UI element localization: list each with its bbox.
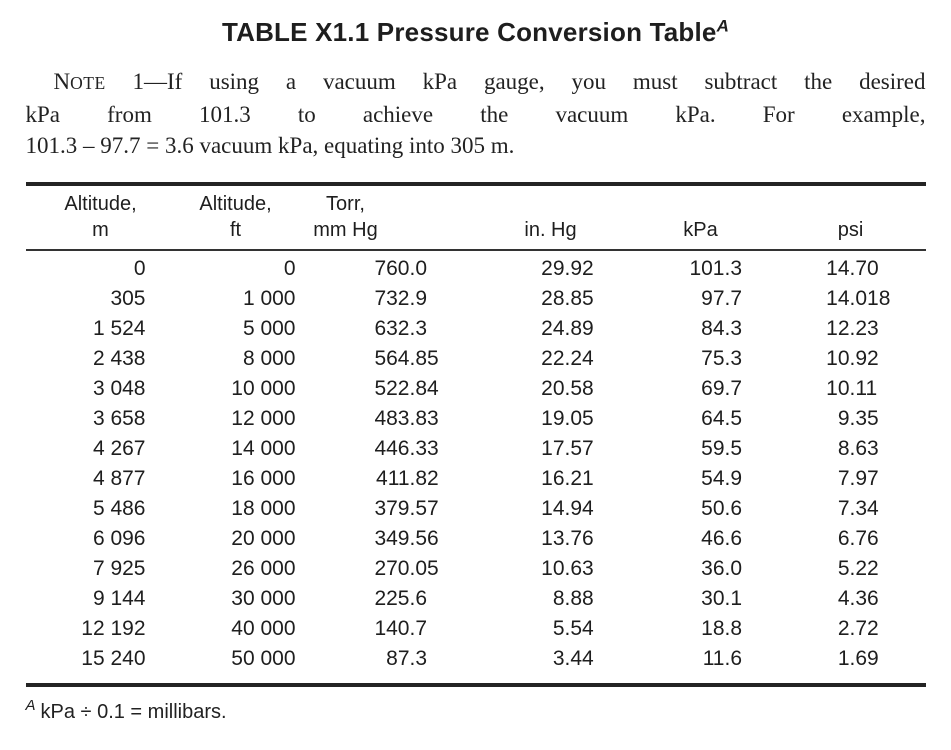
table-cell: 7 .97 — [837, 467, 879, 490]
header-altitude-ft-line2: ft — [229, 219, 242, 241]
table-cell: 1 000 — [242, 287, 296, 310]
table-cell: 22 .24 — [541, 347, 594, 370]
note-line-3: 101.3 – 97.7 = 3.6 vacuum kPa, equating into 305 m. — [25, 133, 515, 158]
table-cell: 270 .05 — [374, 557, 439, 580]
table-row — [26, 254, 926, 284]
note-label-initial: N — [53, 69, 71, 94]
table-cell: 12 192 — [81, 617, 146, 640]
header-in-hg-label: in. Hg — [524, 219, 577, 241]
table-cell: 14 .70 — [826, 257, 879, 280]
table-cell: 18 000 — [231, 497, 296, 520]
table-cell: 3 658 — [92, 407, 146, 430]
table-cell: 40 000 — [231, 617, 296, 640]
table-cell: 225 .6 — [374, 587, 428, 610]
table-cell: 483 .83 — [374, 407, 439, 430]
table-cell: 4 267 — [92, 437, 146, 460]
table-cell: 522 .84 — [374, 377, 439, 400]
table-cell: 36 .0 — [701, 557, 743, 580]
pressure-conversion-table — [26, 182, 926, 687]
table-cell: 11 .6 — [702, 647, 743, 670]
table-cell: 564 .85 — [374, 347, 439, 370]
table-row — [26, 524, 926, 554]
table-cell: 5 000 — [242, 317, 296, 340]
note-line-2: kPa from 101.3 to achieve the vacuum kPa. For example, — [25, 102, 926, 127]
table-cell: 17 .57 — [541, 437, 594, 460]
table-row — [26, 314, 926, 344]
table-cell: 20 .58 — [541, 377, 594, 400]
table-cell: 6 .76 — [837, 527, 879, 550]
table-cell: 97 .7 — [701, 287, 743, 310]
table-cell: 14 .018 — [826, 287, 891, 310]
table-cell: 28 .85 — [541, 287, 594, 310]
table-cell: 12 .23 — [826, 317, 879, 340]
footnote-marker: A — [25, 697, 36, 715]
table-row — [26, 434, 926, 464]
table-cell: 7 .34 — [837, 497, 879, 520]
title-footnote-reference: A — [716, 16, 730, 36]
table-row — [26, 554, 926, 584]
table-cell: 30 .1 — [701, 587, 743, 610]
table-cell: 46 .6 — [701, 527, 743, 550]
note-line-1-text: 1—If using a vacuum kPa gauge, you must subtract the desired — [105, 69, 926, 94]
table-header-row — [26, 186, 926, 251]
table-cell: 140 .7 — [374, 617, 428, 640]
header-altitude-m — [26, 191, 176, 243]
table-cell: 0 — [133, 257, 146, 280]
table-cell: 446 .33 — [374, 437, 439, 460]
table-cell: 5 .54 — [552, 617, 594, 640]
table-cell: 69 .7 — [701, 377, 743, 400]
header-psi — [776, 191, 926, 243]
table-row — [26, 344, 926, 374]
table-cell: 3 048 — [92, 377, 146, 400]
note-paragraph — [26, 66, 926, 161]
note-label-smallcaps: OTE — [70, 73, 106, 93]
table-cell: 10 .92 — [826, 347, 879, 370]
table-cell: 84 .3 — [701, 317, 743, 340]
table-cell: 26 000 — [231, 557, 296, 580]
table-cell: 12 000 — [231, 407, 296, 430]
table-row — [26, 374, 926, 404]
table-cell: 59 .5 — [701, 437, 743, 460]
table-cell: 54 .9 — [701, 467, 743, 490]
table-cell: 5 .22 — [837, 557, 879, 580]
table-cell: 4 877 — [92, 467, 146, 490]
table-row — [26, 614, 926, 644]
table-row — [26, 464, 926, 494]
table-cell: 20 000 — [231, 527, 296, 550]
table-cell: 4 .36 — [837, 587, 879, 610]
table-footnote — [25, 697, 926, 724]
table-row — [26, 584, 926, 614]
table-cell: 8 .63 — [837, 437, 879, 460]
table-row — [26, 284, 926, 314]
table-cell: 14 000 — [231, 437, 296, 460]
table-cell: 1 524 — [92, 317, 146, 340]
table-cell: 13 .76 — [541, 527, 594, 550]
table-cell: 64 .5 — [701, 407, 743, 430]
footnote-text: kPa ÷ 0.1 = millibars. — [40, 701, 227, 723]
table-row — [26, 644, 926, 674]
table-cell: 0 — [283, 257, 296, 280]
table-cell: 29 .92 — [541, 257, 594, 280]
table-cell: 349 .56 — [374, 527, 439, 550]
table-cell: 5 486 — [92, 497, 146, 520]
table-cell: 305 — [110, 287, 146, 310]
table-cell: 16 .21 — [541, 467, 594, 490]
header-in-hg — [476, 191, 626, 243]
table-title — [0, 0, 951, 48]
table-cell: 87 .3 — [386, 647, 428, 670]
header-altitude-ft-line1: Altitude, — [199, 193, 272, 215]
table-cell: 760 .0 — [374, 257, 428, 280]
header-kpa-label: kPa — [683, 219, 718, 241]
table-cell: 50 .6 — [701, 497, 743, 520]
header-torr-line1: Torr, — [326, 193, 365, 215]
table-cell: 9 144 — [92, 587, 146, 610]
table-cell: 6 096 — [92, 527, 146, 550]
table-cell: 379 .57 — [374, 497, 439, 520]
table-cell: 411 .82 — [376, 467, 439, 490]
table-cell: 15 240 — [81, 647, 146, 670]
table-cell: 75 .3 — [701, 347, 743, 370]
table-cell: 1 .69 — [837, 647, 879, 670]
table-cell: 2 .72 — [837, 617, 879, 640]
note-line-1 — [26, 66, 926, 99]
header-torr-mmhg — [313, 191, 476, 243]
header-altitude-m-line1: Altitude, — [64, 193, 137, 215]
table-cell: 3 .44 — [552, 647, 594, 670]
table-cell: 10 000 — [231, 377, 296, 400]
table-cell: 732 .9 — [374, 287, 428, 310]
table-body — [26, 251, 926, 683]
table-cell: 101 .3 — [689, 257, 743, 280]
table-cell: 8 .88 — [552, 587, 594, 610]
table-cell: 8 000 — [242, 347, 296, 370]
table-cell: 50 000 — [231, 647, 296, 670]
table-cell: 10 .63 — [541, 557, 594, 580]
table-cell: 30 000 — [231, 587, 296, 610]
table-cell: 14 .94 — [541, 497, 594, 520]
table-cell: 7 925 — [92, 557, 146, 580]
header-torr-line2: mm Hg — [313, 219, 378, 241]
header-kpa — [626, 191, 776, 243]
table-row — [26, 404, 926, 434]
table-cell: 9 .35 — [837, 407, 879, 430]
table-cell: 18 .8 — [701, 617, 743, 640]
table-cell: 16 000 — [231, 467, 296, 490]
table-cell: 2 438 — [92, 347, 146, 370]
table-cell: 632 .3 — [374, 317, 428, 340]
header-psi-label: psi — [837, 219, 864, 241]
table-row — [26, 494, 926, 524]
table-cell: 10 .11 — [826, 377, 878, 400]
table-cell: 19 .05 — [541, 407, 594, 430]
table-title-text: TABLE X1.1 Pressure Conversion Table — [221, 17, 717, 47]
table-cell: 24 .89 — [541, 317, 594, 340]
header-altitude-m-line2: m — [92, 219, 109, 241]
